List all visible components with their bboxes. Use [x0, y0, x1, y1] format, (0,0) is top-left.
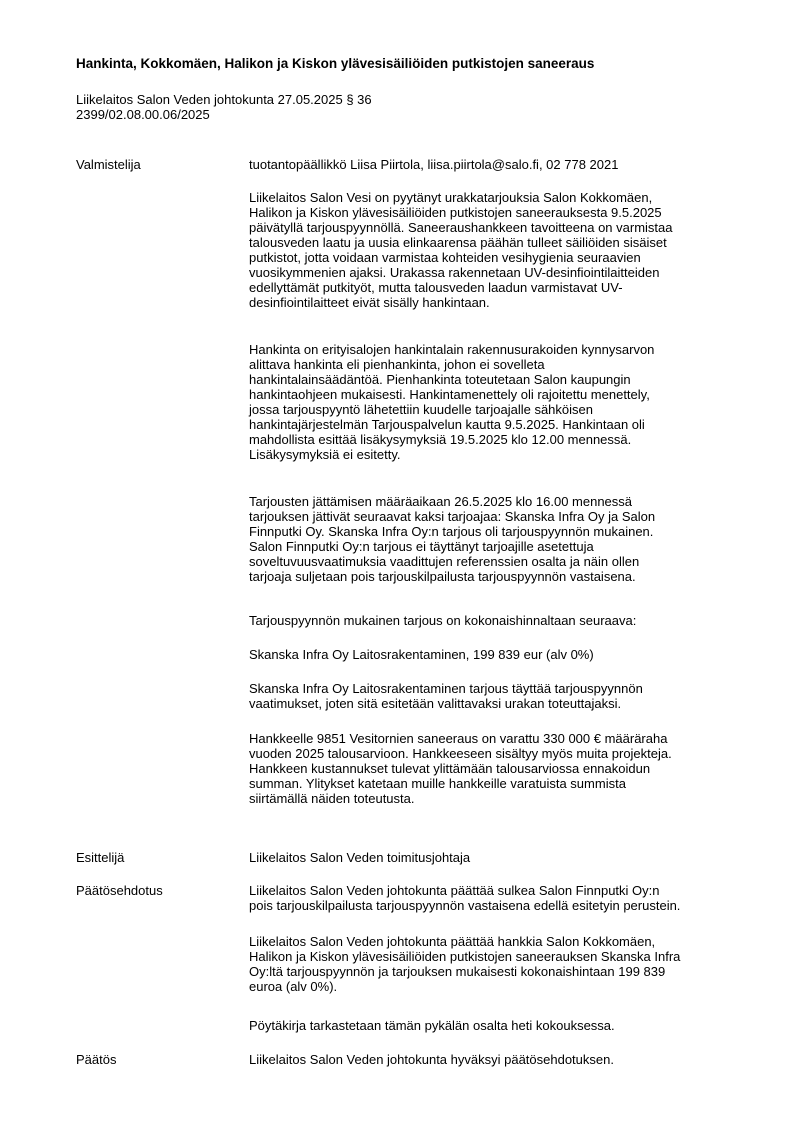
paragraph-line: alittava hankinta eli pienhankinta, johon ei sovelleta — [249, 357, 545, 372]
paragraph-line: Tarjouspyynnön mukainen tarjous on kokonaishinnaltaan seuraava: — [249, 613, 637, 628]
label-valmistelija: Valmistelija — [76, 157, 141, 172]
label-paatosehdotus: Päätösehdotus — [76, 883, 163, 898]
paatos-text — [249, 1052, 729, 1067]
paragraph-line: vuosikymmenien ajaksi. Urakassa rakennetaan UV-desinfiointilaitteiden — [249, 265, 660, 280]
label-esittelija: Esittelijä — [76, 850, 125, 865]
paragraph-line: summan. Ylitykset katetaan muille hankkeille varatuista summista — [249, 776, 626, 791]
paragraph-line: siirtämällä näiden toteutusta. — [249, 791, 415, 806]
valmistelija-contact — [249, 157, 729, 172]
paragraph-line: Pöytäkirja tarkastetaan tämän pykälän osalta heti kokouksessa. — [249, 1018, 615, 1033]
paragraph-line: Liikelaitos Salon Veden johtokunta hyväksyi päätösehdotuksen. — [249, 1052, 614, 1067]
paragraph-line: Halikon ja Kiskon ylävesisäiliöiden putkistojen saneerauksen Skanska Infra — [249, 949, 681, 964]
paragraph-line: Hankinta on erityisalojen hankintalain rakennusurakoiden kynnysarvon — [249, 342, 655, 357]
valmistelija-paragraph-6 — [249, 681, 729, 711]
valmistelija-paragraph-7 — [249, 731, 729, 806]
valmistelija-paragraph-2 — [249, 342, 729, 462]
paragraph-line: jossa tarjouspyyntö lähetettiin kuudelle tarjoajalle sähköisen — [249, 402, 593, 417]
valmistelija-paragraph-1 — [249, 190, 729, 310]
paragraph-line: Hankkeen kustannukset tulevat ylittämään talousarviossa ennakoidun — [249, 761, 651, 776]
paragraph-line: Finnputki Oy. Skanska Infra Oy:n tarjous oli tarjouspyynnön mukainen. — [249, 524, 654, 539]
document-meta — [76, 92, 372, 122]
paragraph-line: tarjoaja suljetaan pois tarjouskilpailusta tarjouspyynnön vastaisena. — [249, 569, 636, 584]
paragraph-line: Liikelaitos Salon Veden toimitusjohtaja — [249, 850, 471, 865]
paragraph-line: Lisäkysymyksiä ei esitetty. — [249, 447, 401, 462]
paatosehdotus-paragraph-1 — [249, 883, 729, 913]
paragraph-line: hankintalainsäädäntöä. Pienhankinta toteutetaan Salon kaupungin — [249, 372, 631, 387]
paragraph-line: talousveden laatu ja uusia elinkaarensa päähän tulleet säiliöiden sisäiset — [249, 235, 667, 250]
valmistelija-paragraph-5 — [249, 647, 729, 662]
paragraph-line: Liikelaitos Salon Veden johtokunta päättää hankkia Salon Kokkomäen, — [249, 934, 656, 949]
paragraph-line: tarjouksen jättivät seuraavat kaksi tarjoajaa: Skanska Infra Oy ja Salon — [249, 509, 656, 524]
paragraph-line: vaatimukset, joten sitä esitetään valittavaksi urakan toteuttajaksi. — [249, 696, 622, 711]
paragraph-line: soveltuvuusvaatimuksia vaadittujen referenssien osalta ja näin ollen — [249, 554, 640, 569]
record-id: 2399/02.08.00.06/2025 — [76, 107, 210, 122]
valmistelija-paragraph-3 — [249, 494, 729, 584]
paragraph-line: mahdollista esittää lisäkysymyksiä 19.5.2025 klo 12.00 mennessä. — [249, 432, 632, 447]
esittelija-text — [249, 850, 729, 865]
paatosehdotus-paragraph-2 — [249, 934, 729, 994]
paragraph-line: Liikelaitos Salon Veden johtokunta päättää sulkea Salon Finnputki Oy:n — [249, 883, 660, 898]
paragraph-line: pois tarjouskilpailusta tarjouspyynnön vastaisena edellä esitetyin perustein. — [249, 898, 681, 913]
paragraph-line: Oy:ltä tarjouspyynnön ja tarjouksen mukaisesti kokonaishintaan 199 839 — [249, 964, 666, 979]
paragraph-line: vuoden 2025 talousarvioon. Hankkeeseen sisältyy myös muita projekteja. — [249, 746, 672, 761]
paragraph-line: euroa (alv 0%). — [249, 979, 338, 994]
paragraph-line: Hankkeelle 9851 Vesitornien saneeraus on varattu 330 000 € määräraha — [249, 731, 668, 746]
meeting-line: Liikelaitos Salon Veden johtokunta 27.05.2025 § 36 — [76, 92, 372, 107]
paatosehdotus-paragraph-3 — [249, 1018, 729, 1033]
paragraph-line: putkistot, jotta voidaan varmistaa kohteiden vesihygienia seuraavien — [249, 250, 641, 265]
paragraph-line: Salon Finnputki Oy:n tarjous ei täyttänyt tarjoajille asetettuja — [249, 539, 594, 554]
paragraph-line: Tarjousten jättämisen määräaikaan 26.5.2025 klo 16.00 mennessä — [249, 494, 633, 509]
valmistelija-paragraph-4 — [249, 613, 729, 628]
paragraph-line: päivätyllä tarjouspyynnöllä. Saneeraushankkeen tavoitteena on varmistaa — [249, 220, 673, 235]
paragraph-line: hankintajärjestelmän Tarjouspalvelun kautta 9.5.2025. Hankintaan oli — [249, 417, 645, 432]
label-paatos: Päätös — [76, 1052, 117, 1067]
paragraph-line: desinfiointilaitteet eivät sisälly hankintaan. — [249, 295, 490, 310]
paragraph-line: Skanska Infra Oy Laitosrakentaminen tarjous täyttää tarjouspyynnön — [249, 681, 643, 696]
document-title: Hankinta, Kokkomäen, Halikon ja Kiskon ylävesisäiliöiden putkistojen saneeraus — [76, 56, 595, 71]
paragraph-line: Halikon ja Kiskon ylävesisäiliöiden putkistojen saneerauksesta 9.5.2025 — [249, 205, 662, 220]
paragraph-line: Liikelaitos Salon Vesi on pyytänyt urakkatarjouksia Salon Kokkomäen, — [249, 190, 653, 205]
paragraph-line: Skanska Infra Oy Laitosrakentaminen, 199 839 eur (alv 0%) — [249, 647, 594, 662]
paragraph-line: edellyttämät putkityöt, mutta talousveden laadun varmistavat UV- — [249, 280, 623, 295]
contact-line: tuotantopäällikkö Liisa Piirtola, liisa.piirtola@salo.fi, 02 778 2021 — [249, 157, 619, 172]
paragraph-line: hankintaohjeen mukaisesti. Hankintamenettely oli rajoitettu menettely, — [249, 387, 650, 402]
